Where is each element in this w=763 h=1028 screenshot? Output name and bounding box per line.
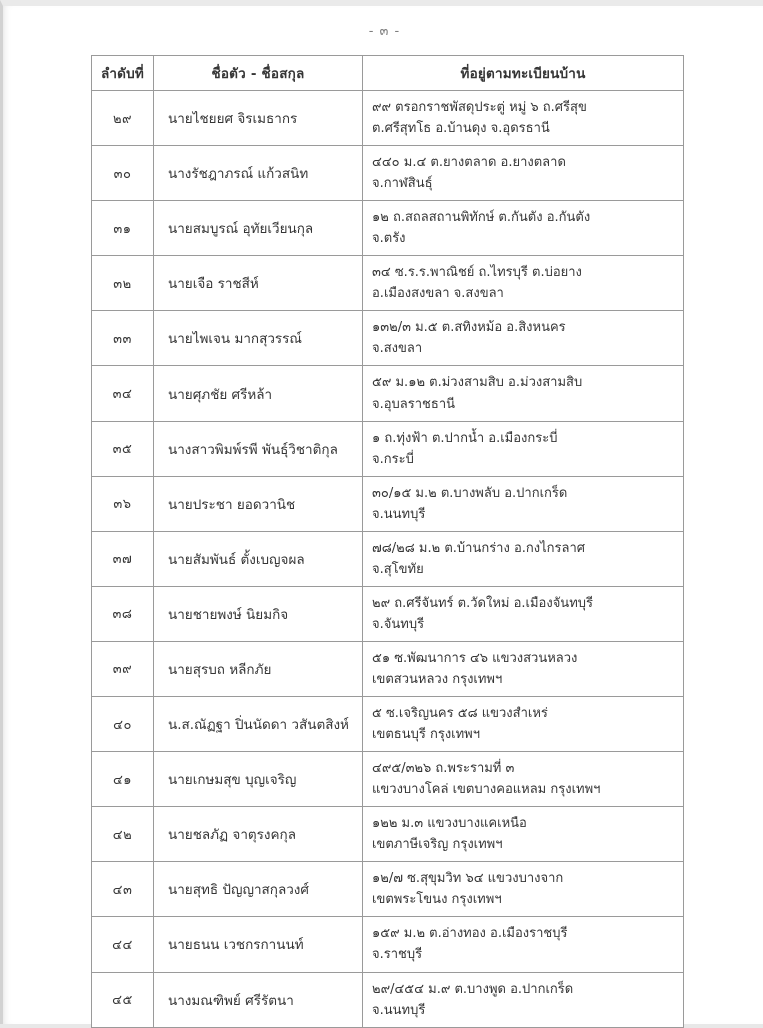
cell-person-name: นายศุภชัย ศรีหล้า (154, 366, 363, 421)
cell-address (363, 366, 684, 421)
cell-address (363, 476, 684, 531)
address-line-1: ๓๐/๑๕ ม.๒ ต.บางพลับ อ.ปากเกร็ด (372, 485, 568, 501)
cell-person-name: นายสุรบถ หลีกภัย (154, 641, 363, 696)
address-line-2: จ.จันทบุรี (372, 616, 425, 632)
cell-address (363, 586, 684, 641)
cell-order-no: ๓๓ (92, 311, 154, 366)
cell-person-name: นายประชา ยอดวานิช (154, 476, 363, 531)
table-row (92, 641, 684, 696)
cell-order-no: ๔๔ (92, 917, 154, 972)
address-line-1: ๑๓๒/๓ ม.๕ ต.สทิงหม้อ อ.สิงหนคร (372, 320, 566, 336)
cell-person-name: นายสมบูรณ์ อุทัยเวียนกุล (154, 201, 363, 256)
address-line-1: ๔๙๕/๓๒๖ ถ.พระรามที่ ๓ (372, 761, 515, 777)
table-row (92, 311, 684, 366)
table-row (92, 421, 684, 476)
cell-person-name: นางรัชฎาภรณ์ แก้วสนิท (154, 146, 363, 201)
table-body (92, 91, 684, 1028)
address-line-2: จ.กระบี่ (372, 451, 414, 467)
table-row (92, 586, 684, 641)
cell-address (363, 697, 684, 752)
column-header-address: ที่อยู่ตามทะเบียนบ้าน (363, 56, 684, 91)
cell-order-no: ๓๙ (92, 641, 154, 696)
cell-order-no: ๔๒ (92, 807, 154, 862)
cell-order-no: ๓๒ (92, 256, 154, 311)
cell-address (363, 972, 684, 1027)
table-row (92, 752, 684, 807)
cell-address (363, 752, 684, 807)
column-header-name: ชื่อตัว - ชื่อสกุล (154, 56, 363, 91)
cell-person-name: นายเกษมสุข บุญเจริญ (154, 752, 363, 807)
cell-order-no: ๔๕ (92, 972, 154, 1027)
address-line-2: เขตภาษีเจริญ กรุงเทพฯ (372, 837, 503, 853)
address-line-1: ๔๔๐ ม.๔ ต.ยางตลาด อ.ยางตลาด (372, 155, 566, 171)
table-row (92, 91, 684, 146)
cell-order-no: ๓๐ (92, 146, 154, 201)
cell-address (363, 531, 684, 586)
cell-person-name: นายชายพงษ์ นิยมกิจ (154, 586, 363, 641)
cell-order-no: ๓๖ (92, 476, 154, 531)
table-row (92, 476, 684, 531)
table-row (92, 531, 684, 586)
address-line-2: เขตสวนหลวง กรุงเทพฯ (372, 671, 503, 687)
cell-address (363, 146, 684, 201)
cell-person-name: นายสุทธิ ปัญญาสกุลวงศ์ (154, 862, 363, 917)
cell-order-no: ๓๗ (92, 531, 154, 586)
table-header (92, 56, 684, 91)
cell-order-no: ๓๑ (92, 201, 154, 256)
address-line-2: จ.กาฬสินธุ์ (372, 176, 433, 192)
table-row (92, 862, 684, 917)
address-line-2: จ.ตรัง (372, 231, 406, 247)
cell-person-name: นายไชยยศ จิรเมธากร (154, 91, 363, 146)
cell-order-no: ๒๙ (92, 91, 154, 146)
cell-address (363, 311, 684, 366)
cell-person-name: นายชลภัฏ จาตุรงคกุล (154, 807, 363, 862)
cell-order-no: ๔๑ (92, 752, 154, 807)
cell-order-no: ๔๓ (92, 862, 154, 917)
cell-order-no: ๔๐ (92, 697, 154, 752)
address-line-1: ๙๙ ตรอกราชพัสดุประตู่ หมู่ ๖ ถ.ศรีสุข (372, 100, 587, 115)
cell-person-name: นายไพเจน มากสุวรรณ์ (154, 311, 363, 366)
cell-address (363, 91, 684, 146)
cell-person-name: นางสาวพิมพ์รพี พันธุ์วิชาติกุล (154, 421, 363, 476)
table-row (92, 366, 684, 421)
table-row (92, 972, 684, 1027)
address-line-1: ๒๙ ถ.ศรีจันทร์ ต.วัดใหม่ อ.เมืองจันทบุรี (372, 595, 593, 611)
address-line-1: ๒๙/๔๕๔ ม.๙ ต.บางพูด อ.ปากเกร็ด (372, 981, 574, 997)
address-line-1: ๑ ถ.ทุ่งฟ้า ต.ปากน้ำ อ.เมืองกระบี่ (372, 430, 558, 446)
cell-person-name: น.ส.ณัฏฐา ปิ่นนัดดา วสันตสิงห์ (154, 697, 363, 752)
address-line-2: จ.ราชบุรี (372, 947, 423, 963)
address-line-2: อ.เมืองสงขลา จ.สงขลา (372, 286, 504, 302)
cell-address (363, 421, 684, 476)
table-row (92, 201, 684, 256)
cell-order-no: ๓๕ (92, 421, 154, 476)
cell-address (363, 201, 684, 256)
address-line-1: ๑๒ ถ.สถลสถานพิทักษ์ ต.กันตัง อ.กันตัง (372, 210, 591, 226)
cell-order-no: ๓๘ (92, 586, 154, 641)
address-line-1: ๕๑ ซ.พัฒนาการ ๔๖ แขวงสวนหลวง (372, 650, 578, 666)
address-line-1: ๕๙ ม.๑๒ ต.ม่วงสามสิบ อ.ม่วงสามสิบ (372, 375, 583, 391)
cell-order-no: ๓๔ (92, 366, 154, 421)
address-line-1: ๗๘/๒๘ ม.๒ ต.บ้านกร่าง อ.กงไกรลาศ (372, 540, 586, 556)
address-line-1: ๓๔ ซ.ร.ร.พาณิชย์ ถ.ไทรบุรี ต.บ่อยาง (372, 265, 582, 281)
address-line-2: เขตธนบุรี กรุงเทพฯ (372, 727, 481, 743)
cell-address (363, 862, 684, 917)
address-line-1: ๑๒/๗ ซ.สุขุมวิท ๖๔ แขวงบางจาก (372, 871, 564, 887)
cell-address (363, 641, 684, 696)
cell-address (363, 807, 684, 862)
table-row (92, 256, 684, 311)
address-line-2: จ.นนทบุรี (372, 1002, 426, 1018)
table-row (92, 917, 684, 972)
cell-address (363, 256, 684, 311)
table-row (92, 807, 684, 862)
address-line-1: ๑๕๙ ม.๒ ต.อ่างทอง อ.เมืองราชบุรี (372, 926, 568, 942)
page-number: - ๓ - (368, 24, 401, 39)
address-line-2: แขวงบางโคล่ เขตบางคอแหลม กรุงเทพฯ (372, 782, 601, 798)
address-line-2: จ.สงขลา (372, 341, 423, 357)
address-line-2: จ.นนทบุรี (372, 506, 426, 522)
table-header-row (92, 56, 684, 91)
address-line-2: เขตพระโขนง กรุงเทพฯ (372, 892, 502, 908)
table-row (92, 146, 684, 201)
address-line-2: จ.อุบลราชธานี (372, 396, 456, 412)
cell-address (363, 917, 684, 972)
cell-person-name: นายเจือ ราชสีห์ (154, 256, 363, 311)
address-line-1: ๑๒๒ ม.๓ แขวงบางแคเหนือ (372, 816, 527, 832)
cell-person-name: นายธนน เวชกรกานนท์ (154, 917, 363, 972)
address-line-1: ๕ ซ.เจริญนคร ๕๘ แขวงสำเหร่ (372, 706, 548, 722)
registry-table (91, 55, 684, 1028)
address-line-2: จ.สุโขทัย (372, 561, 424, 577)
address-line-2: ต.ศรีสุทโธ อ.บ้านดุง จ.อุดรธานี (372, 121, 550, 137)
column-header-order-no: ลำดับที่ (92, 56, 154, 91)
table-row (92, 697, 684, 752)
cell-person-name: นางมณฑิพย์ ศรีรัตนา (154, 972, 363, 1027)
cell-person-name: นายสัมพันธ์ ตั้งเบญจผล (154, 531, 363, 586)
